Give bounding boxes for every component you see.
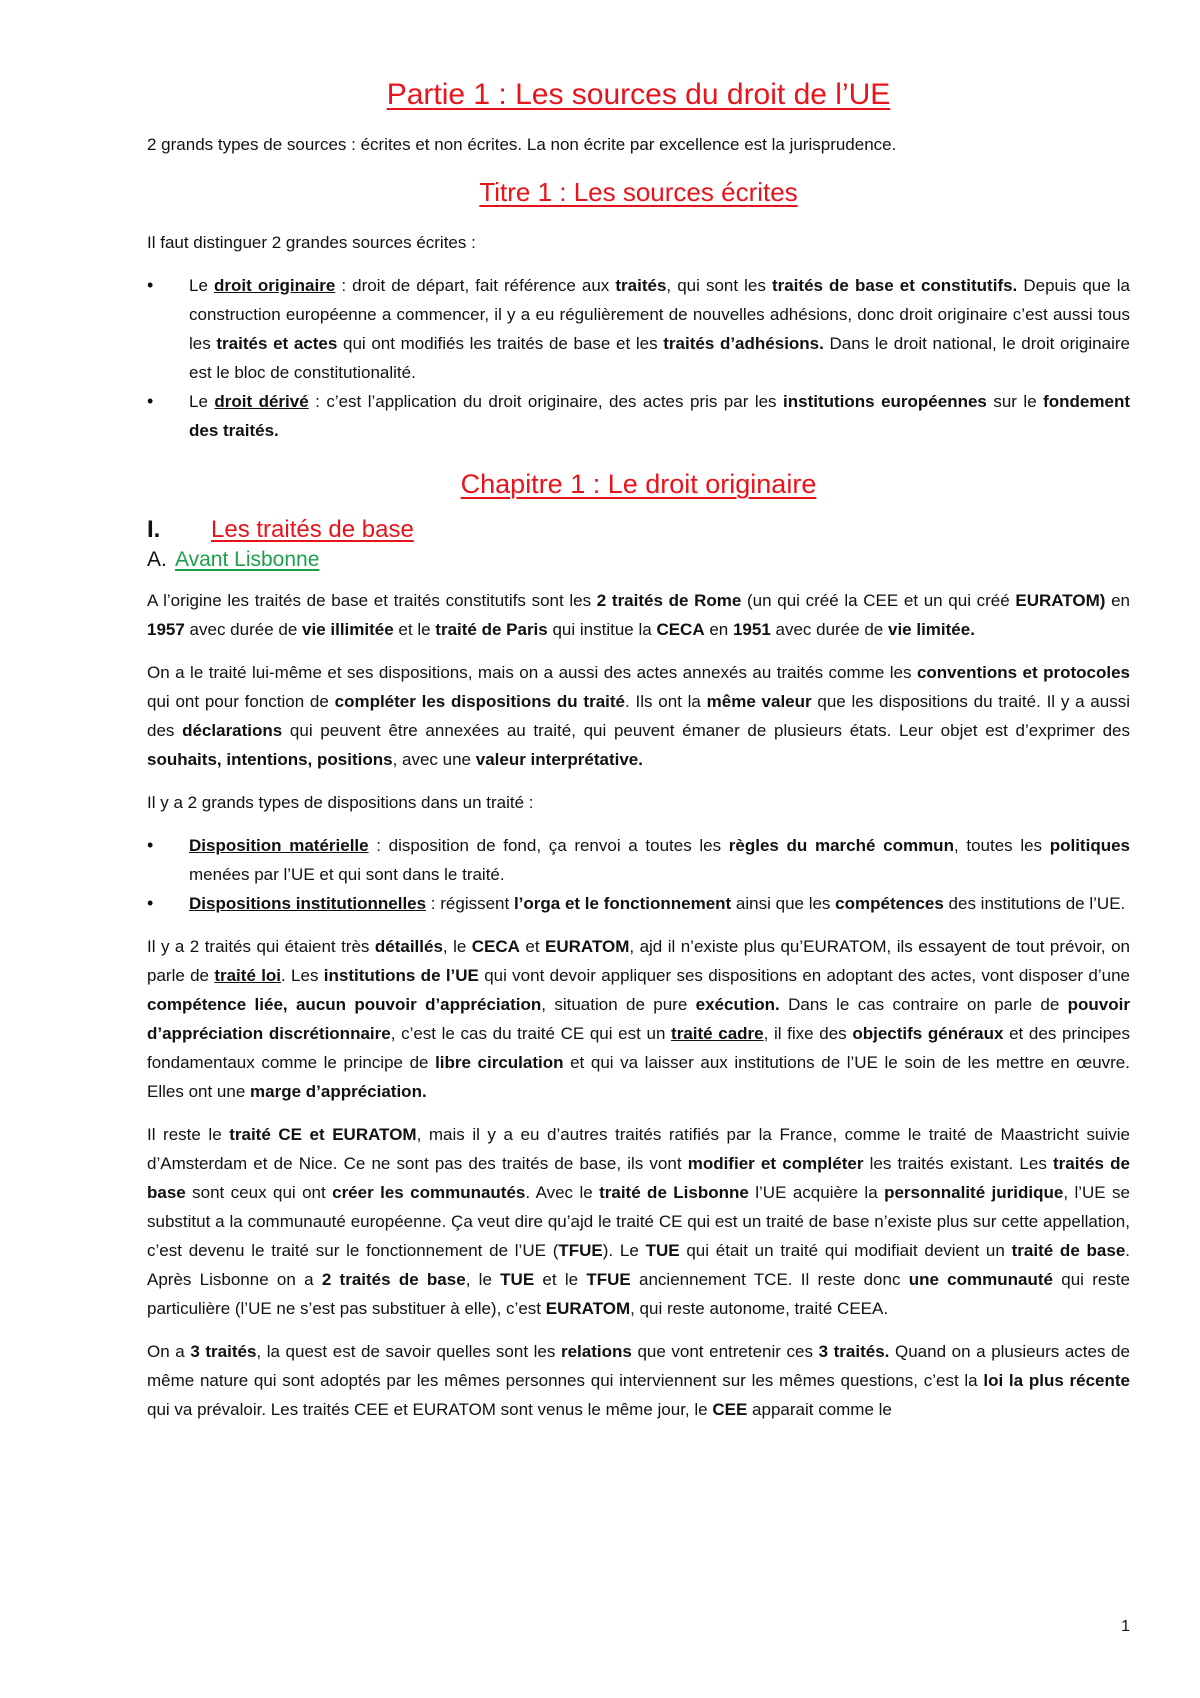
bullet-icon: • bbox=[147, 391, 154, 411]
list-item: • Le droit dérivé : c’est l’application du droit originaire, des actes pris par les institutions européennes sur le fondement des traités. bbox=[147, 387, 1130, 445]
paragraph-annexes: On a le traité lui-même et ses dispositions, mais on a aussi des actes annexés au traités comme les conventions et protocoles qui ont pour fonction de compléter les dispositions du traité. Ils ont la même valeur que les dispositions du traité. Il y a aussi des déclarations qui peuvent être annexées au traité, qui peuvent émaner de plusieurs états. Leur objet est d’exprimer des souhaits, intentions, positions, avec une valeur interprétative. bbox=[147, 663, 1131, 769]
list-item: • Le droit originaire : droit de départ, fait référence aux traités, qui sont les traités de base et constitutifs. Depuis que la construction européenne a commencer, il y a eu régulièrement de nouvelles adhésions, donc droit originaire c’est aussi tous les traités et actes qui ont modifiés les traités de base et les traités d’adhésions. Dans le droit national, le droit originaire est le bloc de constitutionalité. bbox=[147, 271, 1130, 387]
paragraph-origins: A l’origine les traités de base et traités constitutifs sont les 2 traités de Rome (un qui créé la CEE et un qui créé EURATOM) en 1957 avec durée de vie illimitée et le traité de Paris qui institue la CECA en 1951 avec durée de vie limitée. bbox=[147, 591, 1130, 639]
dispositions-list bbox=[147, 831, 1130, 918]
paragraph-lisbonne: Il reste le traité CE et EURATOM, mais il y a eu d’autres traités ratifiés par la France, comme le traité de Maastricht suivie d’Amsterdam et de Nice. Ce ne sont pas des traités de base, ils vont modifier et compléter les traités existant. Les traités de base sont ceux qui ont créer les communautés. Avec le traité de Lisbonne l’UE acquière la personnalité juridique, l’UE se substitut a la communauté européenne. Ça veut dire qu’ajd le traité CE qui est un traité de base n’existe plus sur cette appellation, c’est devenu le traité sur le fonctionnement de l’UE (TFUE). Le TUE qui était un traité qui modifiait devient un traité de base. Après Lisbonne on a 2 traités de base, le TUE et le TFUE anciennement TCE. Il reste donc une communauté qui reste particulière (l’UE ne s’est pas substituer à elle), c’est EURATOM, qui reste autonome, traité CEEA. bbox=[147, 1125, 1131, 1318]
paragraph-relations: On a 3 traités, la quest est de savoir quelles sont les relations que vont entretenir ces 3 traités. Quand on a plusieurs actes de même nature qui sont adoptés par les mêmes personnes qui interviennent sur les mêmes questions, c’est la loi la plus récente qui va prévaloir. Les traités CEE et EURATOM sont venus le même jour, le CEE apparait comme le bbox=[147, 1342, 1130, 1419]
page-number: 1 bbox=[1121, 1618, 1130, 1635]
paragraph-types: Il y a 2 grands types de dispositions dans un traité : bbox=[147, 793, 534, 812]
bullet-icon: • bbox=[147, 835, 154, 855]
part-title: Partie 1 : Les sources du droit de l’UE bbox=[386, 78, 891, 111]
bullet-icon: • bbox=[147, 275, 154, 295]
chapter-heading: Chapitre 1 : Le droit originaire bbox=[460, 469, 817, 499]
intro-paragraph: 2 grands types de sources : écrites et non écrites. La non écrite par excellence est la jurisprudence. bbox=[147, 135, 897, 154]
sources-list bbox=[147, 271, 1130, 445]
subsection-heading-a: A. Avant Lisbonne bbox=[147, 548, 320, 571]
titre-heading: Titre 1 : Les sources écrites bbox=[479, 177, 798, 207]
bullet-icon: • bbox=[147, 893, 154, 913]
document-content bbox=[147, 78, 1130, 1438]
list-item: • Disposition matérielle : disposition de fond, ça renvoi a toutes les règles du marché commun, toutes les politiques menées par l’UE et qui sont dans le traité. bbox=[147, 831, 1130, 889]
distinguish-paragraph: Il faut distinguer 2 grandes sources écrites : bbox=[147, 233, 476, 252]
section-heading-1: I. Les traités de base bbox=[147, 516, 414, 543]
paragraph-detailed-treaties: Il y a 2 traités qui étaient très détaillés, le CECA et EURATOM, ajd il n’existe plus qu’EURATOM, ils essayent de tout prévoir, on parle de traité loi. Les institutions de l’UE qui vont devoir appliquer ses dispositions en adoptant des actes, vont disposer d’une compétence liée, aucun pouvoir d’appréciation, situation de pure exécution. Dans le cas contraire on parle de pouvoir d’appréciation discrétionnaire, c’est le cas du traité CE qui est un traité cadre, il fixe des objectifs généraux et des principes fondamentaux comme le principe de libre circulation et qui va laisser aux institutions de l’UE le soin de les mettre en œuvre. Elles ont une marge d’appréciation. bbox=[147, 937, 1131, 1101]
list-item: • Dispositions institutionnelles : régissent l’orga et le fonctionnement ainsi que les compétences des institutions de l’UE. bbox=[147, 889, 1130, 918]
